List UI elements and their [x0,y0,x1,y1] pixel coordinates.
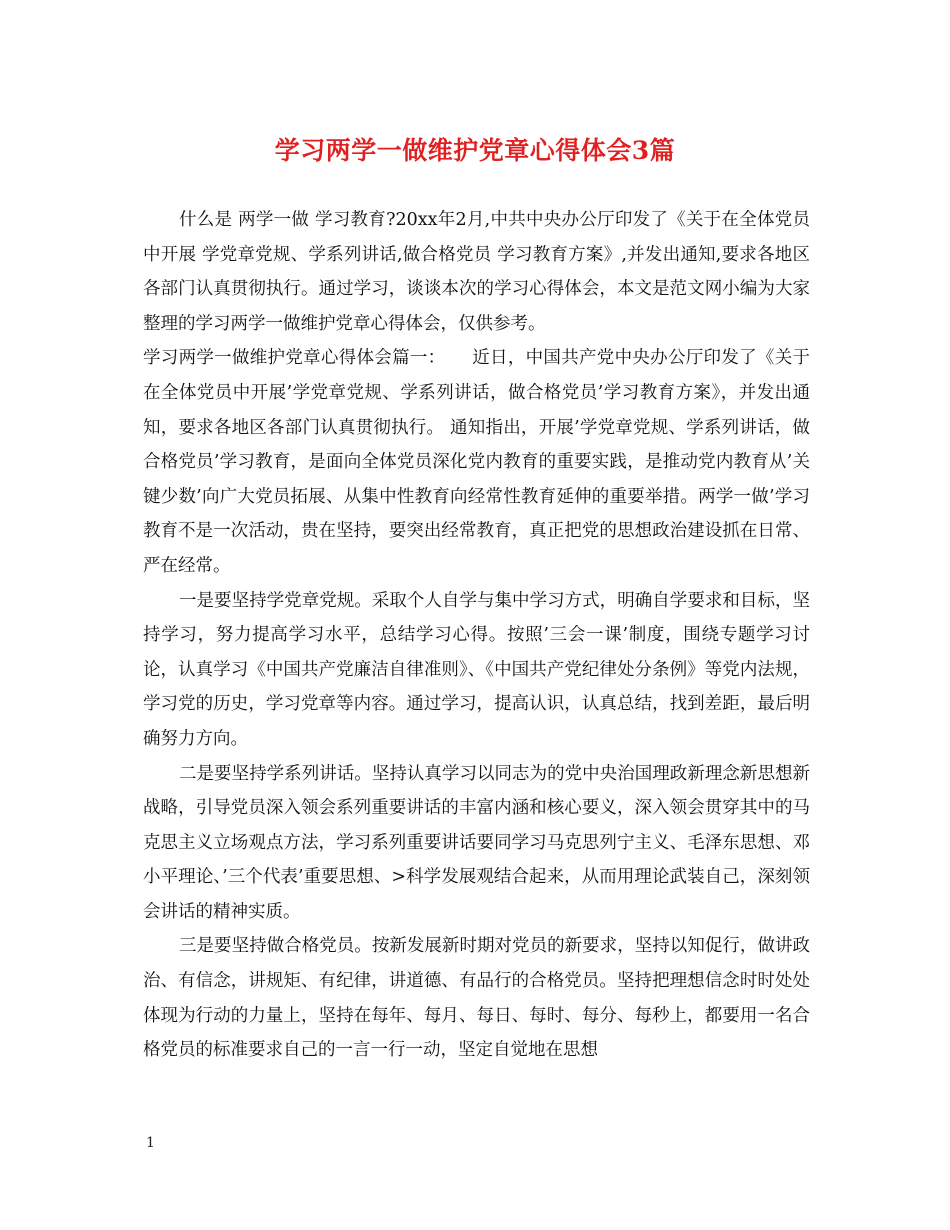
page-number: 1 [146,1135,155,1151]
paragraph-point-two: 二是要坚持学系列讲话。坚持认真学习以同志为的党中央治国理政新理念新思想新战略，引导党员深入领会系列重要讲话的丰富内涵和核心要义，深入领会贯穿其中的马克思主义立场观点方法，学习系列重要讲话要同学习马克思列宁主义、毛泽东思想、邓小平理论、’三个代表’重要思想、>科学发展观结合起来，从而用理论武装自己，深刻领会讲话的精神实质。 [143,763,810,922]
document-body [143,203,810,1068]
paragraph-point-three: 三是要坚持做合格党员。按新发展新时期对党员的新要求，坚持以知促行，做讲政治、有信念，讲规矩、有纪律，讲道德、有品行的合格党员。坚持把理想信念时时处处体现为行动的力量上，坚持在每年、每月、每日、每时、每分、每秒上，都要用一名合格党员的标准要求自己的一言一行一动，坚定自觉地在思想 [143,936,810,1061]
paragraph-point-one: 一是要坚持学党章党规。采取个人自学与集中学习方式，明确自学要求和目标，坚持学习，努力提高学习水平，总结学习心得。按照’三会一课’制度，围绕专题学习讨论，认真学习《中国共产党廉洁自律准则》、《中国共产党纪律处分条例》等党内法规，学习党的历史，学习党章等内容。通过学习，提高认识，认真总结，找到差距，最后明确努力方向。 [143,590,810,749]
page-title: 学习两学一做维护党章心得体会3篇 [274,136,676,165]
paragraph-part-one: 学习两学一做维护党章心得体会篇一： 近日，中国共产党中央办公厅印发了《关于在全体党员中开展’学党章党规、学系列讲话，做合格党员’学习教育方案》，并发出通知，要求各地区各部门认真贯彻执行。 通知指出，开展’学党章党规、学系列讲话，做合格党员’学习教育，是面向全体党员深化党内教育的重要实践，是推动党内教育从’关键少数’向广大党员拓展、从集中性教育向经常性教育延伸的重要举措。两学一做’学习教育不是一次活动，贵在坚持，要突出经常教育，真正把党的思想政治建设抓在日常、严在经常。 [143,348,810,576]
paragraph-intro: 什么是 两学一做 学习教育?20xx年2月,中共中央办公厅印发了《关于在全体党员中开展 学党章党规、学系列讲话,做合格党员 学习教育方案》,并发出通知,要求各地区各部门认真贯彻执行。通过学习，谈谈本次的学习心得体会，本文是范文网小编为大家整理的学习两学一做维护党章心得体会，仅供参考。 [143,210,810,334]
